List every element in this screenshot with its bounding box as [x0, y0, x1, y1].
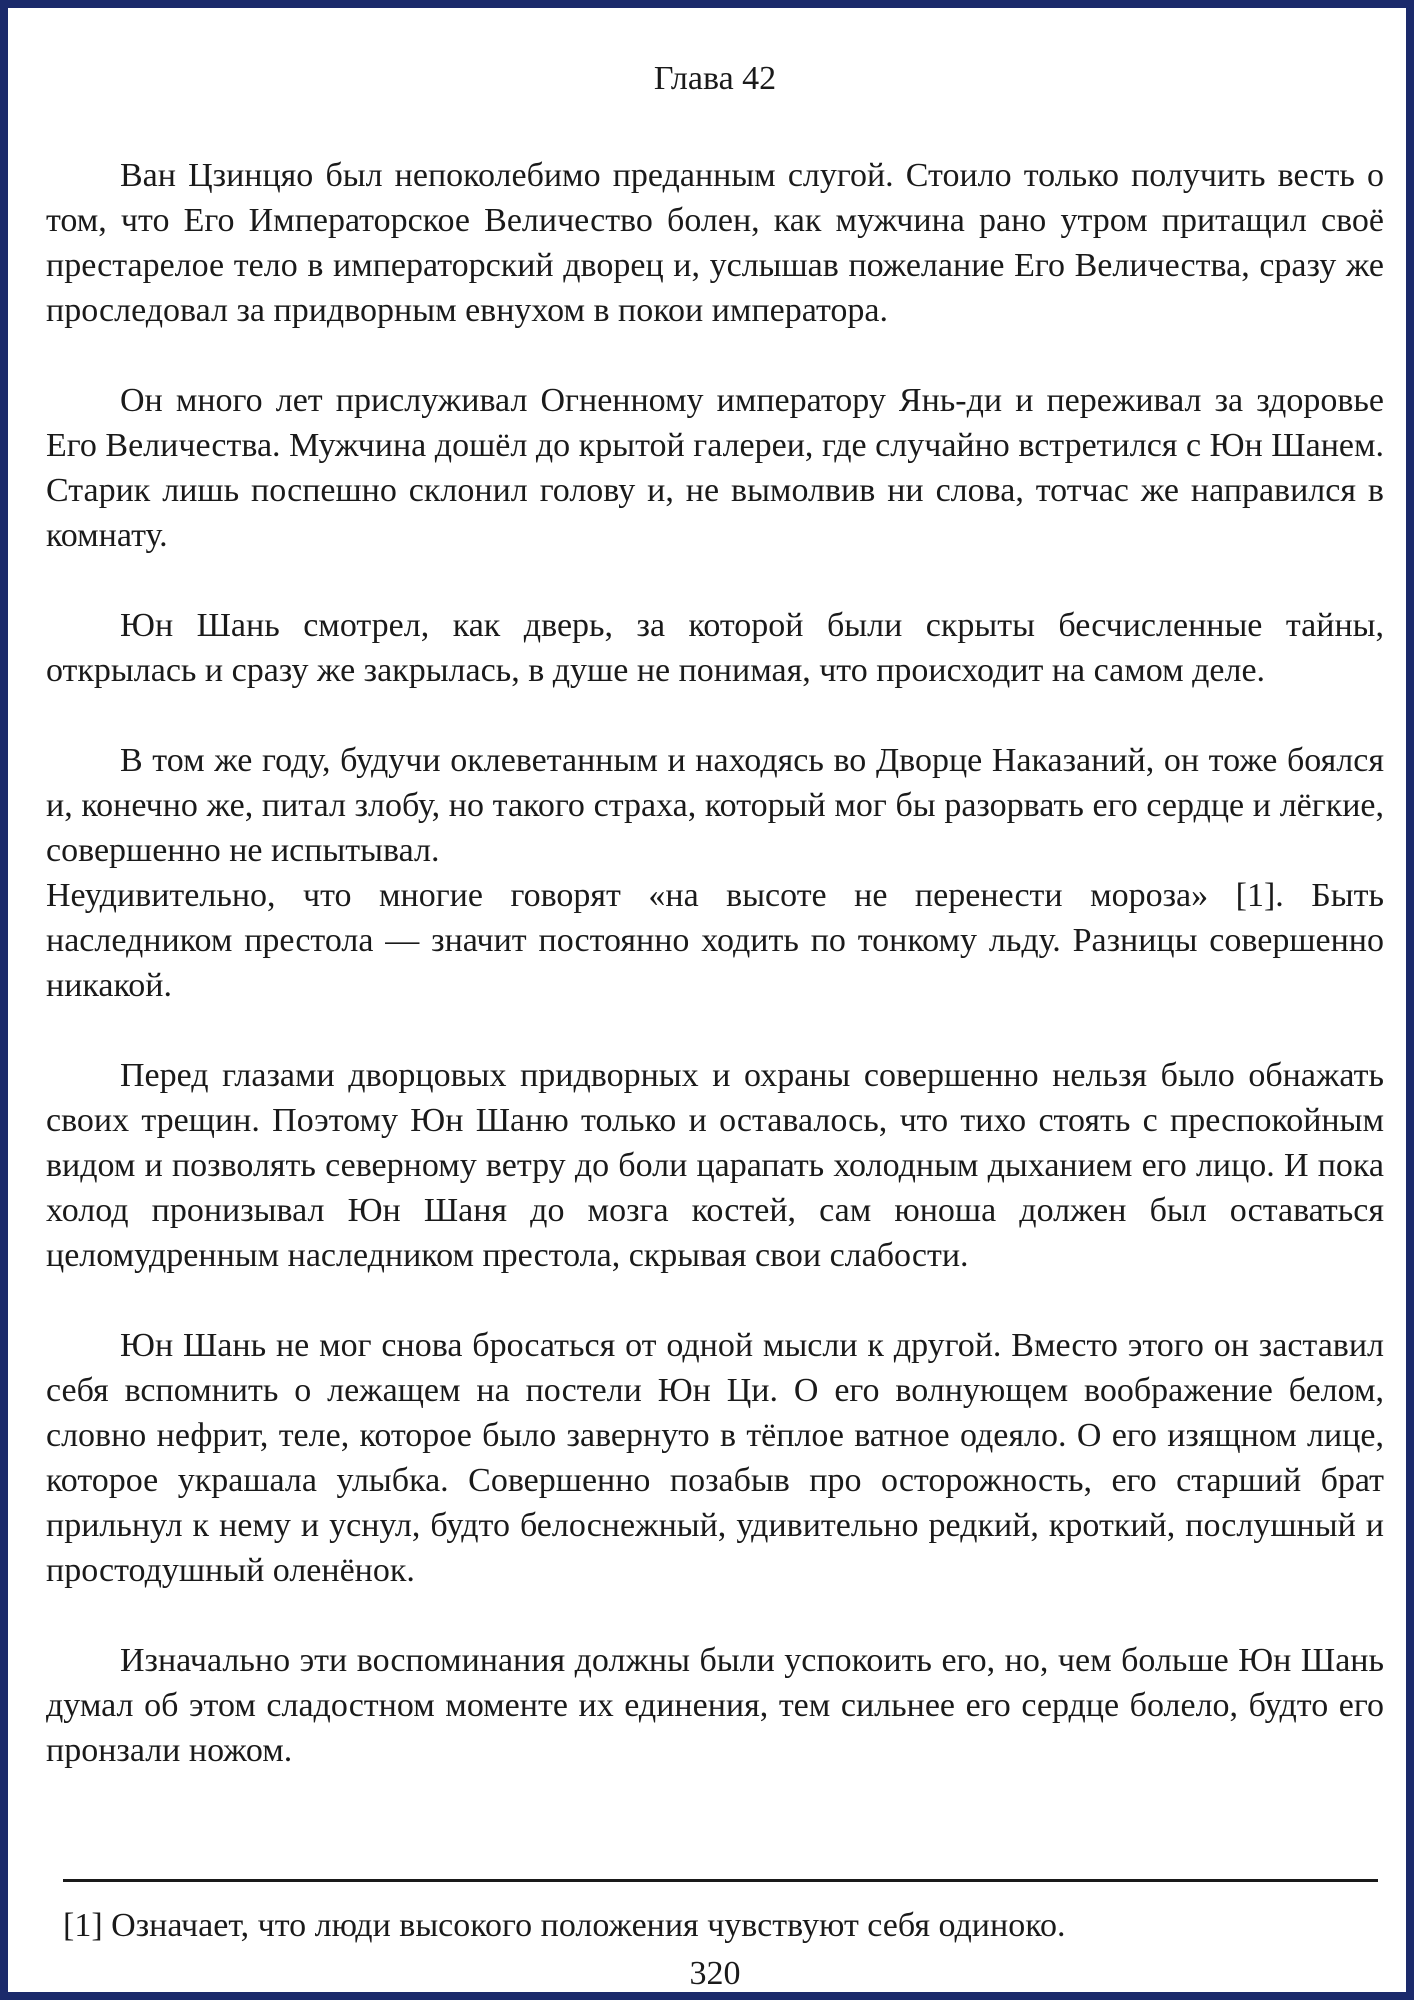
- page-number: 320: [689, 1955, 741, 1992]
- paragraph-4: В том же году, будучи оклеветанным и находясь во Дворце Наказаний, он тоже боялся и, конечно же, питал злобу, но такого страха, который мог бы разорвать его сердце и лёгкие, совершенно не испытывал.: [46, 742, 1384, 869]
- page-content: [46, 56, 1384, 1773]
- paragraph-8: Изначально эти воспоминания должны были успокоить его, но, чем больше Юн Шань думал об этом сладостном моменте их единения, тем сильнее его сердце болело, будто его пронзали ножом.: [46, 1642, 1384, 1769]
- paragraph-7: Юн Шань не мог снова бросаться от одной мысли к другой. Вместо этого он заставил себя вспомнить о лежащем на постели Юн Ци. О его волнующем воображение белом, словно нефрит, теле, которое было завернуто в тёплое ватное одеяло. О его изящном лице, которое украшала улыбка. Совершенно позабыв про осторожность, его старший брат прильнул к нему и уснул, будто белоснежный, удивительно редкий, кроткий, послушный и простодушный оленёнок.: [46, 1327, 1384, 1589]
- chapter-title: Глава 42: [653, 60, 777, 97]
- paragraph-1: Ван Цзинцяо был непоколебимо преданным слугой. Стоило только получить весть о том, что Его Императорское Величество болен, как мужчина рано утром притащил своё престарелое тело в императорский дворец и, услышав пожелание Его Величества, сразу же проследовал за придворным евнухом в покои императора.: [46, 157, 1384, 329]
- paragraph-gap: [46, 333, 1384, 378]
- paragraph-gap: [46, 558, 1384, 603]
- paragraph-gap: [46, 1278, 1384, 1323]
- paragraph-6: Перед глазами дворцовых придворных и охраны совершенно нельзя было обнажать своих трещин. Поэтому Юн Шаню только и оставалось, что тихо стоять с преспокойным видом и позволять северному ветру до боли царапать холодным дыханием его лицо. И пока холод пронизывал Юн Шаня до мозга костей, сам юноша должен был оставаться целомудренным наследником престола, скрывая свои слабости.: [46, 1057, 1384, 1274]
- paragraph-3: Юн Шань смотрел, как дверь, за которой были скрыты бесчисленные тайны, открылась и сразу же закрылась, в душе не понимая, что происходит на самом деле.: [46, 607, 1384, 689]
- footnote-divider: [63, 1879, 1378, 1882]
- paragraph-gap: [46, 1008, 1384, 1053]
- paragraph-5: Неудивительно, что многие говорят «на высоте не перенести мороза» [1]. Быть наследником престола — значит постоянно ходить по тонкому льду. Разницы совершенно никакой.: [46, 877, 1384, 1004]
- paragraph-gap: [46, 1593, 1384, 1638]
- footnote: [1] Означает, что люди высокого положения чувствуют себя одиноко.: [63, 1907, 1066, 1944]
- paragraph-gap: [46, 693, 1384, 738]
- paragraph-2: Он много лет прислуживал Огненному императору Янь-ди и переживал за здоровье Его Величества. Мужчина дошёл до крытой галереи, где случайно встретился с Юн Шанем. Старик лишь поспешно склонил голову и, не вымолвив ни слова, тотчас же направился в комнату.: [46, 382, 1384, 554]
